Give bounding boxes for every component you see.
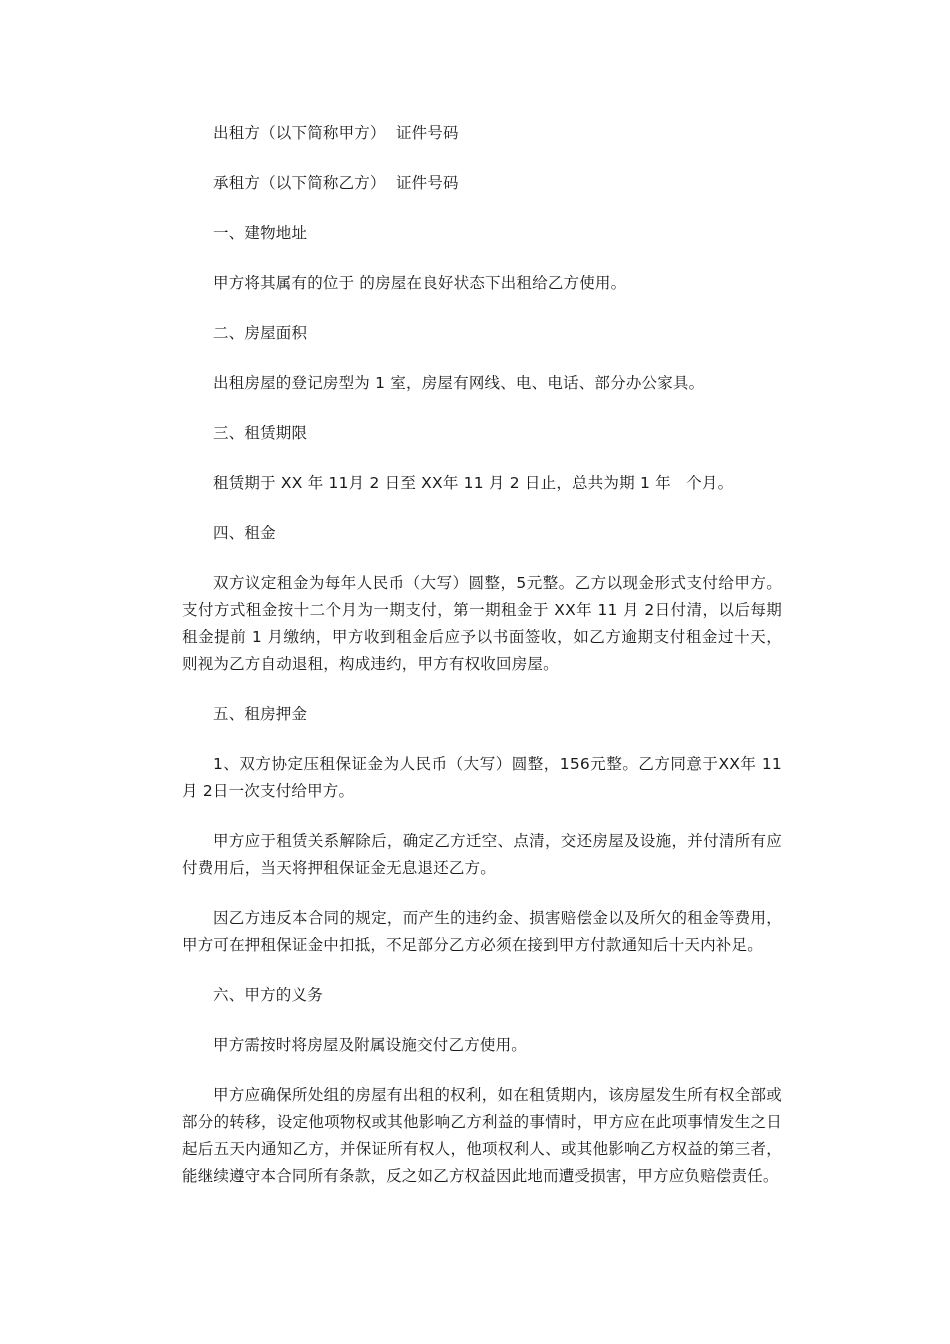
area-paragraph: 出租房屋的登记房型为 1 室，房屋有网线、电、电话、部分办公家具。	[213, 374, 705, 392]
section-heading-term: 三、租赁期限	[213, 424, 308, 442]
section-heading-address: 一、建物地址	[213, 224, 308, 242]
rent-paragraph: 双方议定租金为每年人民币（大写）圆整，5元整。乙方以现金形式支付给甲方。支付方式租金按十二个月为一期支付，第一期租金于 XX年 11 月 2日付清，以后每期租金提前 1 月缴纳，甲方收到租金后应予以书面签收，如乙方逾期支付租金过十天，则视为乙方自动退租，构成违约，甲方有权收回房屋。	[182, 574, 782, 673]
deposit-paragraph-3: 因乙方违反本合同的规定，而产生的违约金、损害赔偿金以及所欠的租金等费用，甲方可在押租保证金中扣抵，不足部分乙方必须在接到甲方付款通知后十天内补足。	[182, 909, 782, 954]
deposit-paragraph-2: 甲方应于租赁关系解除后，确定乙方迁空、点清，交还房屋及设施，并付清所有应付费用后，当天将押租保证金无息退还乙方。	[182, 832, 782, 877]
section-heading-rent: 四、租金	[213, 524, 276, 542]
deposit-paragraph-1: 1、双方协定压租保证金为人民币（大写）圆整，156元整。乙方同意于XX年 11月 2日一次支付给甲方。	[182, 755, 782, 800]
section-heading-lessor-duties: 六、甲方的义务	[213, 986, 323, 1004]
lessee-line: 承租方（以下简称乙方） 证件号码	[213, 174, 459, 192]
term-paragraph: 租赁期于 XX 年 11月 2 日至 XX年 11 月 2 日止，总共为期 1 年 个月。	[213, 474, 734, 492]
lessor-duty-paragraph-2: 甲方应确保所处组的房屋有出租的权利，如在租赁期内，该房屋发生所有权全部或部分的转移，设定他项物权或其他影响乙方利益的事情时，甲方应在此项事情发生之日起后五天内通知乙方，并保证所有权人，他项权利人、或其他影响乙方权益的第三者，能继续遵守本合同所有条款，反之如乙方权益因此地而遭受损害，甲方应负赔偿责任。	[182, 1086, 782, 1185]
document-body	[182, 120, 782, 1213]
lessor-line: 出租方（以下简称甲方） 证件号码	[213, 124, 459, 142]
lessor-duty-paragraph-1: 甲方需按时将房屋及附属设施交付乙方使用。	[213, 1036, 528, 1054]
address-paragraph: 甲方将其属有的位于 的房屋在良好状态下出租给乙方使用。	[213, 274, 627, 292]
section-heading-area: 二、房屋面积	[213, 324, 308, 342]
section-heading-deposit: 五、租房押金	[213, 705, 308, 723]
